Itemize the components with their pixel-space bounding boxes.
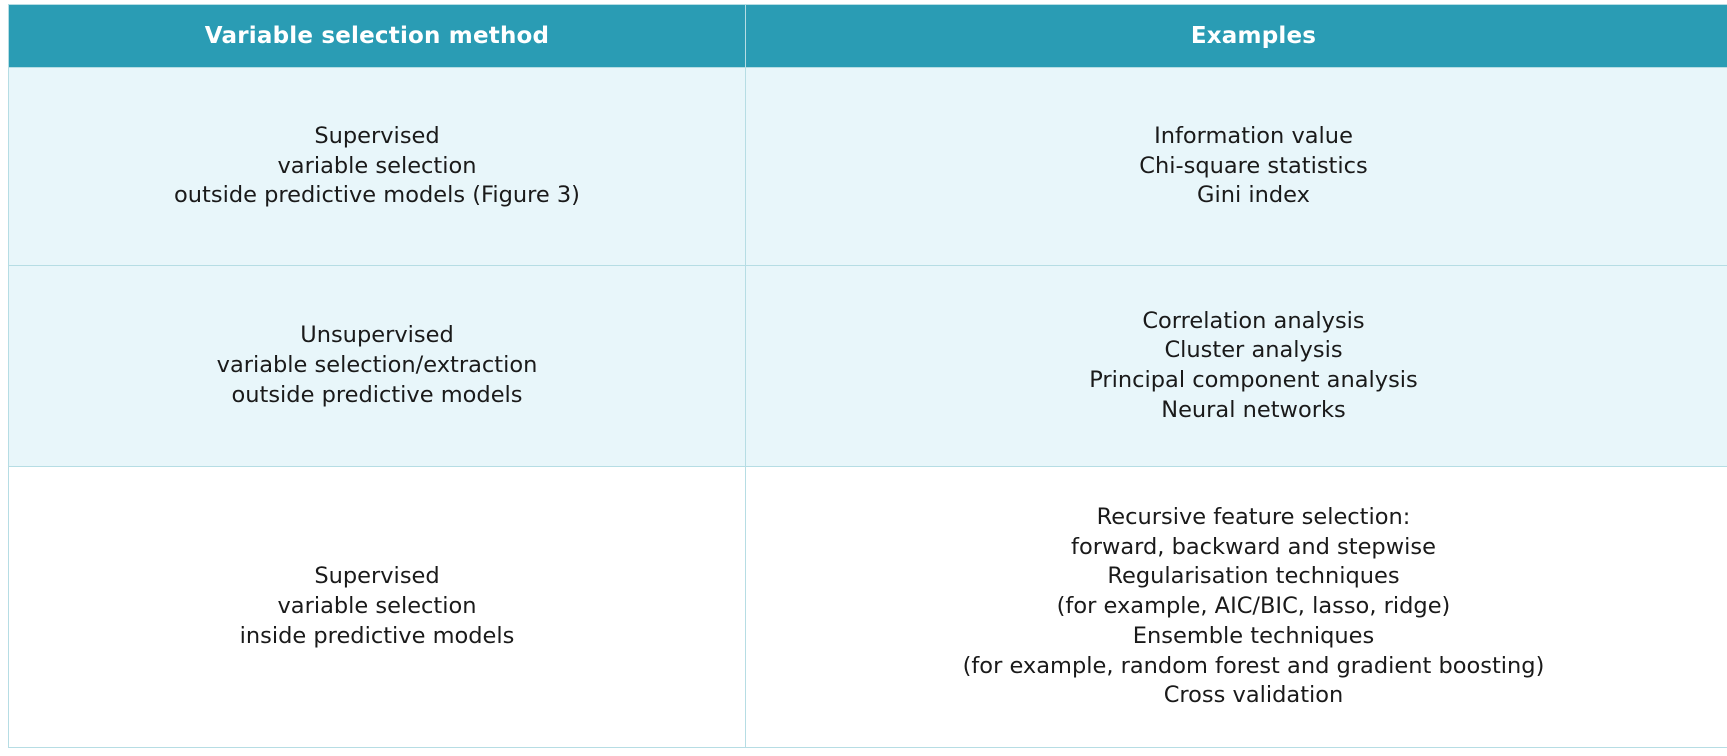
column-header-method: Variable selection method <box>9 5 746 68</box>
cell-examples <box>746 266 1727 467</box>
table-row <box>9 68 1727 266</box>
method-line: outside predictive models (Figure 3) <box>23 181 731 211</box>
cell-method <box>9 467 746 748</box>
method-line: Unsupervised <box>23 321 731 351</box>
table-body <box>9 68 1727 748</box>
method-line: variable selection <box>23 152 731 182</box>
example-line: Recursive feature selection: <box>760 503 1727 533</box>
cell-method <box>9 68 746 266</box>
method-line: inside predictive models <box>23 622 731 652</box>
method-line: Supervised <box>23 122 731 152</box>
example-line: Principal component analysis <box>760 366 1727 396</box>
example-line: Neural networks <box>760 396 1727 426</box>
example-line: Regularisation techniques <box>760 562 1727 592</box>
example-line: Cluster analysis <box>760 336 1727 366</box>
example-line: (for example, random forest and gradient boosting) <box>760 652 1727 682</box>
example-lines <box>760 307 1727 426</box>
variable-selection-table <box>8 4 1727 748</box>
example-line: Information value <box>760 122 1727 152</box>
example-line: Gini index <box>760 181 1727 211</box>
example-line: Ensemble techniques <box>760 622 1727 652</box>
cell-examples <box>746 467 1727 748</box>
method-line: variable selection/extraction <box>23 351 731 381</box>
example-lines <box>760 122 1727 211</box>
method-lines <box>23 122 731 211</box>
example-line: Cross validation <box>760 681 1727 711</box>
table-row <box>9 467 1727 748</box>
table-header <box>9 5 1727 68</box>
example-lines <box>760 503 1727 711</box>
method-lines <box>23 321 731 410</box>
method-line: Supervised <box>23 562 731 592</box>
example-line: Chi-square statistics <box>760 152 1727 182</box>
method-line: variable selection <box>23 592 731 622</box>
cell-method <box>9 266 746 467</box>
column-header-examples: Examples <box>746 5 1727 68</box>
table-header-row <box>9 5 1727 68</box>
example-line: Correlation analysis <box>760 307 1727 337</box>
method-line: outside predictive models <box>23 381 731 411</box>
cell-examples <box>746 68 1727 266</box>
method-lines <box>23 562 731 651</box>
example-line: forward, backward and stepwise <box>760 533 1727 563</box>
table-row <box>9 266 1727 467</box>
example-line: (for example, AIC/BIC, lasso, ridge) <box>760 592 1727 622</box>
